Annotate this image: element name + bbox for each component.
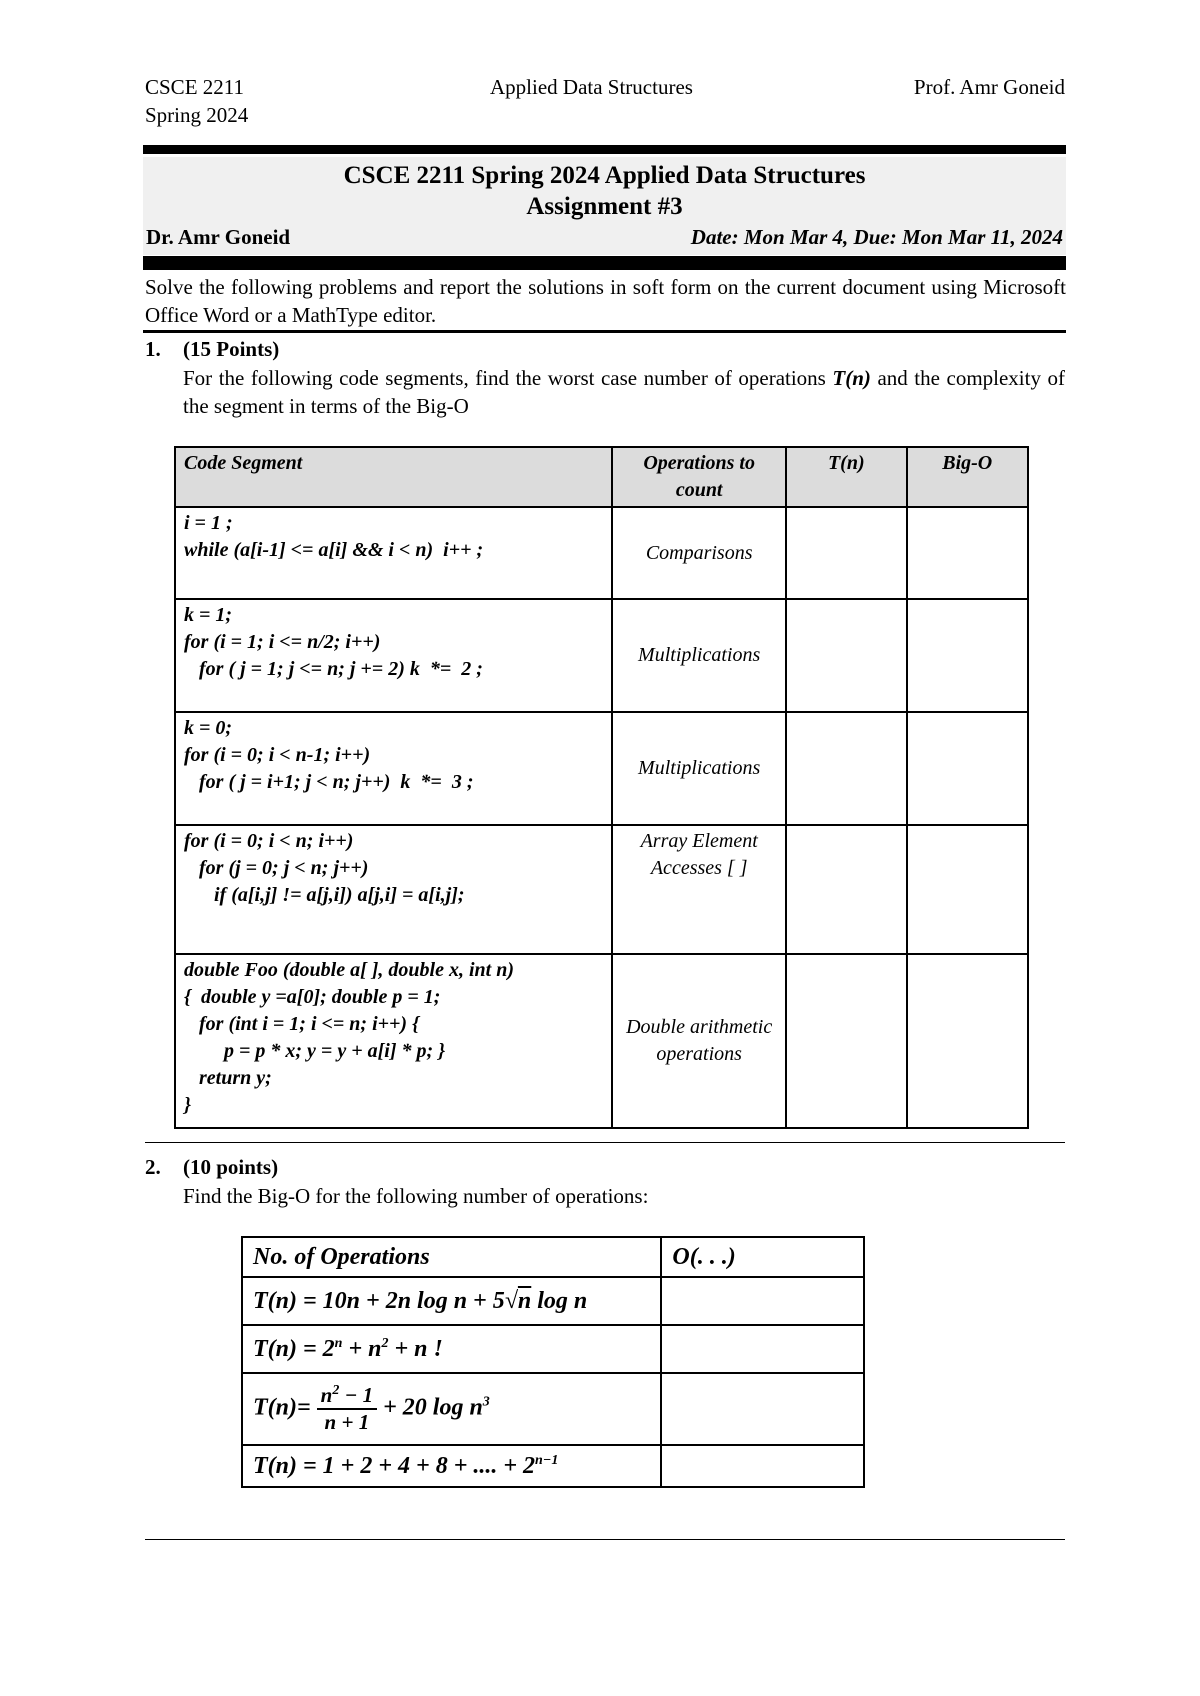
code-segment-cell [175, 507, 612, 599]
code-line: double Foo (double a[ ], double x, int n) [184, 959, 515, 981]
q2-points: (10 points) [183, 1155, 279, 1179]
header-term: Spring 2024 [145, 103, 249, 127]
q1-points: (15 Points) [183, 337, 280, 361]
table-row [175, 507, 1028, 599]
table-row [242, 1373, 864, 1445]
fraction: $\frac{n^2 - 1}{n + 1}$ [317, 1383, 377, 1435]
big-o-answer-cell[interactable] [907, 712, 1028, 825]
header-big-o: O(. . .) [661, 1237, 864, 1277]
header-operations: No. of Operations [242, 1237, 661, 1277]
q2-number: 2. [145, 1155, 161, 1179]
operations-cell: Array Element Accesses [ ] [612, 825, 786, 954]
assignment-title: Assignment #3 [526, 193, 683, 220]
code-line: for (i = 1; i <= n/2; i++) [184, 631, 381, 653]
operations-cell: Comparisons [612, 507, 786, 599]
big-o-answer-cell[interactable] [907, 507, 1028, 599]
table-row [242, 1445, 864, 1487]
code-line: for ( j = i+1; j < n; j++) k *= 3 ; [184, 771, 474, 793]
q2-prompt: Find the Big-O for the following number of operations: [183, 1184, 649, 1208]
code-line: for (i = 0; i < n; i++) [184, 830, 354, 852]
code-line: if (a[i,j] != a[j,i]) a[j,i] = a[i,j]; [184, 884, 465, 906]
q1-prompt-end: and the complexity of the segment in terms of the Big-O [183, 366, 1066, 418]
formula-cell: T(n) = 10n + 2n log n + 5√n log n [242, 1277, 661, 1325]
header-subject: Applied Data Structures [490, 75, 693, 99]
separator-line [145, 1539, 1065, 1541]
separator-line [145, 1142, 1065, 1144]
table-row [242, 1325, 864, 1373]
code-segment-cell [175, 712, 612, 825]
tn-answer-cell[interactable] [786, 954, 906, 1128]
big-o-answer-cell[interactable] [661, 1277, 864, 1325]
code-line: i = 1 ; [184, 512, 233, 534]
formula-cell: $T(n) = 2^n + n^2 + n$ ! [242, 1325, 661, 1373]
code-line: for ( j = 1; j <= n; j += 2) k *= 2 ; [184, 658, 483, 680]
big-o-answer-cell[interactable] [907, 599, 1028, 712]
big-o-answer-cell[interactable] [907, 825, 1028, 954]
document-title: CSCE 2211 Spring 2024 Applied Data Structures [343, 162, 866, 189]
big-o-answer-cell[interactable] [661, 1325, 864, 1373]
code-segment-cell [175, 825, 612, 954]
section-rule [143, 330, 1066, 333]
code-line: for (i = 0; i < n-1; i++) [184, 744, 371, 766]
table-header-row [175, 447, 1028, 507]
code-line: p = p * x; y = y + a[i] * p; } [184, 1040, 446, 1062]
formula-cell: T(n) = 1 + 2 + 4 + 8 + .... + $2^{n-1}$ [242, 1445, 661, 1487]
title-band [143, 157, 1066, 255]
assignment-dates: Date: Mon Mar 4, Due: Mon Mar 11, 2024 [690, 225, 1063, 249]
big-o-table [241, 1236, 865, 1488]
author-name: Dr. Amr Goneid [146, 225, 291, 249]
operations-cell: Multiplications [612, 599, 786, 712]
complexity-table [174, 446, 1029, 1129]
code-segment-cell [175, 954, 612, 1128]
table-row [175, 954, 1028, 1128]
tn-answer-cell[interactable] [786, 507, 906, 599]
operations-cell: Multiplications [612, 712, 786, 825]
q1-prompt-tn: T(n) [832, 366, 871, 390]
code-line: k = 0; [184, 717, 233, 739]
header-code-segment: Code Segment [175, 447, 612, 507]
header-operations: Operations to count [612, 447, 786, 507]
q1-prompt-start: For the following code segments, find the worst case number of operations [183, 366, 833, 390]
big-o-answer-cell[interactable] [661, 1373, 864, 1445]
q1-number: 1. [145, 337, 161, 361]
tn-answer-cell[interactable] [786, 825, 906, 954]
title-bottom-rule [143, 256, 1066, 270]
header-left [145, 73, 248, 129]
table-row [175, 825, 1028, 954]
code-line: { double y =a[0]; double p = 1; [184, 986, 441, 1008]
operations-cell: Double arithmetic operations [612, 954, 786, 1128]
table-row [175, 712, 1028, 825]
header-tn: T(n) [786, 447, 906, 507]
header-big-o: Big-O [907, 447, 1028, 507]
tn-answer-cell[interactable] [786, 599, 906, 712]
table-header-row [242, 1237, 864, 1277]
table-row [175, 599, 1028, 712]
title-top-rule [143, 145, 1066, 154]
code-line: return y; [184, 1067, 272, 1089]
header-professor: Prof. Amr Goneid [913, 75, 1065, 99]
code-line: for (j = 0; j < n; j++) [184, 857, 369, 879]
big-o-answer-cell[interactable] [907, 954, 1028, 1128]
q1-prompt [183, 364, 1065, 420]
code-line: for (int i = 1; i <= n; i++) { [184, 1013, 420, 1035]
formula-cell: T(n)= $\frac{n^2 - 1}{n + 1}$ + 20 $\log n^3$ [242, 1373, 661, 1445]
code-segment-cell [175, 599, 612, 712]
header-course: CSCE 2211 [145, 75, 244, 99]
big-o-answer-cell[interactable] [661, 1445, 864, 1487]
code-line: while (a[i-1] <= a[i] && i < n) i++ ; [184, 539, 484, 561]
code-line: } [184, 1094, 191, 1116]
code-line: k = 1; [184, 604, 233, 626]
tn-answer-cell[interactable] [786, 712, 906, 825]
running-header [145, 73, 1065, 133]
table-row [242, 1277, 864, 1325]
instructions-text: Solve the following problems and report the solutions in soft form on the current document using Microsoft Office Word or a MathType editor. [145, 275, 1066, 327]
